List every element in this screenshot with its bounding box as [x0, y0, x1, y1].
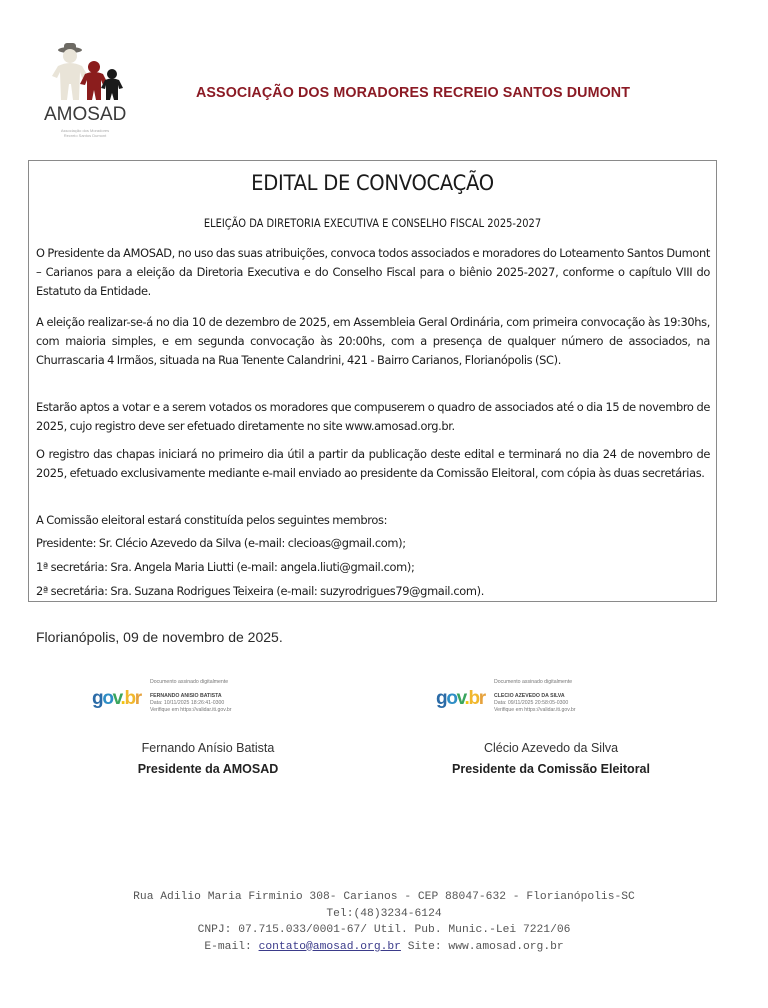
paragraph-election-details: A eleição realizar-se-á no dia 10 de dezembro de 2025, em Assembleia Geral Ordinária, com primeira convocação às 19:30hs, com maioria simples, e em segunda convocação às 20:00hs, com a presença de qualquer número de associados, na Churrascaria 4 Irmãos, situada na Rua Tenente Calandrini, 421 - Bairro Carianos, Florianópolis (SC).: [36, 315, 710, 367]
footer: [0, 889, 768, 955]
logo-subtitle: Associação dos Moradores: [60, 128, 110, 133]
commission-member-secretary-1: 1ª secretária: Sra. Angela Maria Liutti (e-mail: angela.liuti@gmail.com);: [36, 560, 415, 574]
organization-title: ASSOCIAÇÃO DOS MORADORES RECREIO SANTOS DUMONT: [196, 85, 631, 101]
stamp-date: Data: 10/11/2025 18:26:41-0300: [150, 700, 225, 706]
footer-site-link[interactable]: www.amosad.org.br: [448, 940, 564, 953]
signer-role: Presidente da Comissão Eleitoral: [452, 762, 650, 776]
govbr-logo-icon: gov.br: [92, 688, 141, 709]
stamp-date: Data: 09/11/2025 20:58:05-0300: [494, 700, 569, 706]
logo-name: AMOSAD: [44, 104, 127, 125]
footer-address: Rua Adilio Maria Firminio 308- Carianos - CEP 88047-632 - Florianópolis-SC: [133, 891, 635, 903]
notice-subtitle: ELEIÇÃO DA DIRETORIA EXECUTIVA E CONSELHO FISCAL 2025-2027: [203, 216, 542, 230]
footer-site-label: Site:: [407, 940, 442, 953]
paragraph-voter-eligibility: Estarão aptos a votar e a serem votados os moradores que compuserem o quadro de associados até o dia 15 de novembro de 2025, cujo registro deve ser efetuado diretamente no site www.amosad.org.br.: [36, 400, 710, 433]
notice-box: [28, 160, 717, 602]
paragraph-slate-registration: O registro das chapas iniciará no primeiro dia útil a partir da publicação deste edital e terminará no dia 24 de novembro de 2025, efetuado exclusivamente mediante e-mail enviado ao presidente da Comissão Eleitoral, com cópia às duas secretárias.: [36, 447, 710, 480]
footer-email-link[interactable]: contato@amosad.org.br: [258, 940, 401, 953]
family-figures-icon: [44, 40, 126, 104]
stamp-signer-name: CLECIO AZEVEDO DA SILVA: [494, 693, 565, 699]
digital-signature-stamp: [434, 677, 654, 721]
footer-phone: Tel:(48)3234-6124: [326, 907, 442, 920]
stamp-verify-link[interactable]: Verifique em https://validar.iti.gov.br: [150, 707, 232, 713]
signer-name: Fernando Anísio Batista: [141, 741, 275, 755]
digital-signature-stamp: [90, 677, 310, 721]
stamp-header: Documento assinado digitalmente: [150, 679, 229, 685]
footer-email-label: E-mail:: [204, 940, 252, 953]
logo-subtitle: Recreio Santos Dumont: [63, 133, 107, 138]
notice-title: EDITAL DE CONVOCAÇÃO: [251, 171, 494, 195]
footer-contact-line: [0, 939, 768, 956]
stamp-verify-link[interactable]: Verifique em https://validar.iti.gov.br: [494, 707, 576, 713]
signer-name: Clécio Azevedo da Silva: [483, 741, 619, 755]
paragraph-commission-intro: A Comissão eleitoral estará constituída pelos seguintes membros:: [36, 513, 388, 527]
commission-member-president: Presidente: Sr. Clécio Azevedo da Silva (e-mail: clecioas@gmail.com);: [36, 536, 406, 550]
stamp-signer-name: FERNANDO ANISIO BATISTA: [150, 693, 222, 699]
stamp-header: Documento assinado digitalmente: [494, 679, 573, 685]
footer-cnpj: CNPJ: 07.715.033/0001-67/ Util. Pub. Munic.-Lei 7221/06: [197, 924, 571, 936]
commission-member-secretary-2: 2ª secretária: Sra. Suzana Rodrigues Teixeira (e-mail: suzyrodrigues79@gmail.com).: [36, 584, 484, 598]
signer-role: Presidente da AMOSAD: [137, 762, 279, 776]
paragraph-convocation: O Presidente da AMOSAD, no uso das suas atribuições, convoca todos associados e moradores do Loteamento Santos Dumont – Carianos para a eleição da Diretoria Executiva e do Conselho Fiscal para o biênio 2025-2027, conforme o capítulo VIII do Estatuto da Entidade.: [36, 246, 710, 298]
amosad-logo: [44, 40, 126, 144]
govbr-logo-icon: gov.br: [436, 688, 485, 709]
place-and-date: Florianópolis, 09 de novembro de 2025.: [36, 629, 283, 645]
